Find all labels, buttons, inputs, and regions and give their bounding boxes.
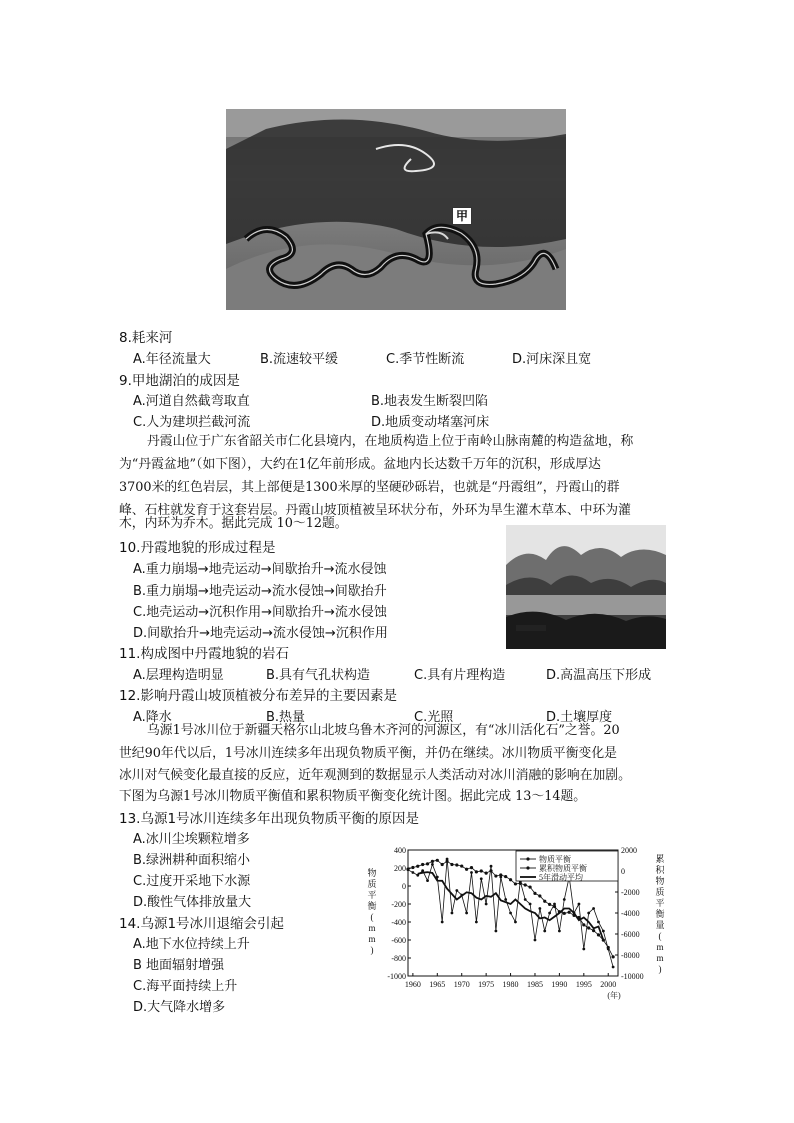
mass-balance-point [597,921,600,924]
q8-option-c[interactable]: C.季节性断流 [386,352,465,367]
axis-label-char: m [368,923,376,933]
axis-label-char: 物 [367,868,377,878]
glacier-mass-balance-chart [366,838,666,1004]
mass-balance-point [543,930,546,933]
q13-option-d[interactable]: D.酸性气体排放量大 [133,895,252,910]
cumulative-point [475,870,478,873]
q10-option-b[interactable]: B.重力崩塌→地壳运动→流水侵蚀→间歇抬升 [133,584,387,599]
cumulative-point [431,860,434,863]
q10-option-d[interactable]: D.间歇抬升→地壳运动→流水侵蚀→沉积作用 [133,626,388,641]
cumulative-point [494,874,497,877]
cumulative-point [504,875,507,878]
x-tick-label: 1980 [502,980,519,989]
q9-option-a[interactable]: A.河道自然截弯取直 [133,394,250,409]
x-unit-label: (年) [607,991,621,1000]
left-tick-label: 200 [394,864,406,873]
y-left-label [367,867,376,955]
mass-balance-point [426,879,429,882]
mass-balance-point [534,939,537,942]
q11-option-b[interactable]: B.具有气孔状构造 [266,668,371,683]
left-tick-label: 0 [402,882,406,891]
legend-label: 累积物质平衡 [539,864,587,873]
mass-balance-point [411,871,414,874]
left-tick-label: -200 [391,900,406,909]
cumulative-point [411,866,414,869]
cumulative-point [587,926,590,929]
right-tick-label: -2000 [621,888,640,897]
q13-option-a[interactable]: A.冰川尘埃颗粒增多 [133,832,250,847]
cumulative-point [499,873,502,876]
axis-label-char: ( [658,931,662,941]
right-tick-label: 2000 [621,846,637,855]
mass-balance-point [592,907,595,910]
cumulative-point [553,905,556,908]
cumulative-point [524,883,527,886]
mass-balance-point [451,912,454,915]
mass-balance-point [431,863,434,866]
cumulative-point [480,869,483,872]
passage1-line2: 为“丹霞盆地”（如下图），大约在1亿年前形成。盆地内长达数千万年的沉积，形成厚达 [119,457,601,472]
cumulative-point [612,955,615,958]
legend-label: 物质平衡 [539,855,571,864]
q11-option-a[interactable]: A.层理构造明显 [133,668,224,683]
mass-balance-point [509,912,512,915]
axis-label-char: ( [370,912,374,922]
axis-label-char: ) [658,964,662,974]
right-tick-label: -6000 [621,930,640,939]
cumulative-point [455,863,458,866]
cumulative-point [548,903,551,906]
cumulative-point [572,914,575,917]
cumulative-point [563,912,566,915]
axis-label-char: m [368,934,376,944]
cumulative-point [538,894,541,897]
cumulative-point [416,865,419,868]
passage2-line2: 世纪90年代以后，1号冰川连续多年出现负物质平衡，并仍在继续。冰川物质平衡变化是 [119,746,617,761]
cumulative-point [406,868,409,871]
left-tick-label: -1000 [387,972,406,981]
mass-balance-point [480,877,483,880]
cumulative-point [568,911,571,914]
cumulative-point [485,872,488,875]
q11-stem: 11.构成图中丹霞地貌的岩石 [119,646,289,662]
axis-label-char: 积 [655,865,665,875]
cumulative-point [465,868,468,871]
right-tick-label: -8000 [621,951,640,960]
axis-label-char: 衡 [367,901,377,911]
cumulative-point [543,900,546,903]
mass-balance-point [578,903,581,906]
q14-option-a[interactable]: A.地下水位持续上升 [133,937,250,952]
cumulative-point [533,892,536,895]
x-tick-label: 1975 [478,980,495,989]
passage2-line3: 冰川对气候变化最直接的反应，近年观测到的数据显示人类活动对冰川消融的影响在加剧。 [119,768,631,783]
q10-option-c[interactable]: C.地壳运动→沉积作用→间歇抬升→流水侵蚀 [133,605,387,620]
q13-stem: 13.乌源1号冰川连续多年出现负物质平衡的原因是 [119,811,420,827]
mass-balance-point [582,948,585,951]
mass-balance-point [490,865,493,868]
mass-balance-point [460,894,463,897]
passage1-line1: 丹霞山位于广东省韶关市仁化县境内，在地质构造上位于南岭山脉南麓的构造盆地，称 [147,434,634,449]
mass-balance-point [548,912,551,915]
cumulative-point [519,882,522,885]
mass-balance-point [485,903,488,906]
chart-svg [366,838,666,1004]
cumulative-point [597,933,600,936]
cumulative-point [441,863,444,866]
q9-option-c[interactable]: C.人为建坝拦截河流 [133,415,251,430]
legend-marker [526,857,529,860]
mass-balance-point [602,930,605,933]
q8-option-a[interactable]: A.年径流量大 [133,352,211,367]
right-tick-label: -10000 [621,972,644,981]
mass-balance-point [416,874,419,877]
right-tick-label: 0 [621,867,625,876]
x-tick-label: 2000 [600,980,617,989]
q14-option-b[interactable]: B 地面辐射增强 [133,958,225,973]
axis-label-char: 物 [655,876,665,886]
cumulative-point [426,862,429,865]
mass-balance-point [470,871,473,874]
passage2-line1: 乌源1号冰川位于新疆天格尔山北坡乌鲁木齐河的河源区，有“冰川活化石”之誉。20 [147,723,620,738]
passage1-line5: 木，内环为乔木。据此完成 10～12题。 [119,516,348,531]
left-tick-label: -600 [391,936,406,945]
mass-balance-point [514,921,517,924]
passage1-line3: 3700米的红色岩层，其上部便是1300米厚的坚硬砂砾岩，也就是“丹霞组”，丹霞山的群 [119,480,620,495]
danxia-mountain-photo [506,525,666,649]
q8-option-d[interactable]: D.河床深且宽 [512,352,592,367]
axis-label-char: 平 [655,898,665,908]
q12-option-d[interactable]: D.土壤厚度 [546,710,613,725]
cumulative-point [582,923,585,926]
legend-marker [526,866,529,869]
q13-option-c[interactable]: C.过度开采地下水源 [133,874,251,889]
mass-balance-point [558,930,561,933]
cumulative-point [509,878,512,881]
x-tick-label: 1970 [453,980,470,989]
cumulative-point [607,946,610,949]
x-tick-label: 1985 [526,980,543,989]
passage2-line4: 下图为乌源1号冰川物质平衡值和累积物质平衡变化统计图。据此完成 13～14题。 [119,789,587,804]
mass-balance-point [524,898,527,901]
mass-balance-point [455,889,458,892]
left-tick-label: -800 [391,954,406,963]
x-tick-label: 1960 [404,980,421,989]
cumulative-point [450,863,453,866]
q13-option-b[interactable]: B.绿洲耕种面积缩小 [133,853,251,868]
x-tick-label: 1995 [575,980,592,989]
q12-option-a[interactable]: A.降水 [133,710,172,725]
mass-balance-point [612,966,615,969]
x-tick-label: 1990 [551,980,568,989]
passage1-line4: 峰、石柱就发育于这套岩层。丹霞山坡顶植被呈环状分布，外环为旱生灌木草本、中环为灌 [119,503,631,518]
cumulative-point [592,929,595,932]
legend-label: 5年滑动平均 [539,873,583,882]
mass-balance-point [529,903,532,906]
q9-option-d[interactable]: D.地质变动堵塞河床 [371,415,490,430]
q12-stem: 12.影响丹霞山坡顶植被分布差异的主要因素是 [119,688,397,704]
mass-balance-point [441,921,444,924]
cumulative-point [602,938,605,941]
q11-option-c[interactable]: C.具有片理构造 [414,668,506,683]
axis-label-char: 质 [655,887,665,897]
y-right-label [655,854,665,974]
cumulative-point [514,882,517,885]
axis-label-char: 平 [367,890,377,900]
axis-label-char: 量 [655,920,665,930]
right-tick-label: -4000 [621,909,640,918]
cumulative-point [489,869,492,872]
cumulative-point [470,866,473,869]
cumulative-point [445,860,448,863]
q10-stem: 10.丹霞地貌的形成过程是 [119,540,276,556]
q9-option-b[interactable]: B.地表发生断裂凹陷 [371,394,489,409]
q8-stem: 8.耗来河 [119,330,173,346]
mass-balance-point [587,912,590,915]
q11-option-d[interactable]: D.高温高压下形成 [546,668,652,683]
q9-stem: 9.甲地湖泊的成因是 [119,373,240,389]
q14-option-d[interactable]: D.大气降水增多 [133,1000,226,1015]
axis-label-char: m [656,953,664,963]
q12-option-b[interactable]: B.热量 [266,710,306,725]
cumulative-point [528,885,531,888]
q10-option-a[interactable]: A.重力崩塌→地壳运动→间歇抬升→流水侵蚀 [133,562,387,577]
q14-option-c[interactable]: C.海平面持续上升 [133,979,238,994]
q12-option-c[interactable]: C.光照 [414,710,454,725]
left-tick-label: -400 [391,918,406,927]
axis-label-char: 累 [655,854,665,864]
meander-river-photo [226,109,566,310]
axis-label-char: 质 [367,879,377,889]
cumulative-point [436,859,439,862]
meander-river-illustration [226,109,566,310]
mass-balance-point [421,869,424,872]
mass-balance-point [475,921,478,924]
cumulative-point [558,910,561,913]
axis-label-char: 衡 [655,909,665,919]
cumulative-point [421,863,424,866]
left-tick-label: 400 [394,846,406,855]
cumulative-point [577,916,580,919]
cumulative-point [460,864,463,867]
q14-stem: 14.乌源1号冰川退缩会引起 [119,916,285,932]
axis-label-char: m [656,942,664,952]
mass-balance-point [495,930,498,933]
axis-label-char: ) [370,945,374,955]
mass-balance-point [538,907,541,910]
mass-balance-point [504,898,507,901]
q8-option-b[interactable]: B.流速较平缓 [260,352,339,367]
image-label-jia: 甲 [452,207,472,225]
x-tick-label: 1965 [429,980,446,989]
mass-balance-point [465,912,468,915]
mass-balance-point [436,876,439,879]
mass-balance-point [563,898,566,901]
